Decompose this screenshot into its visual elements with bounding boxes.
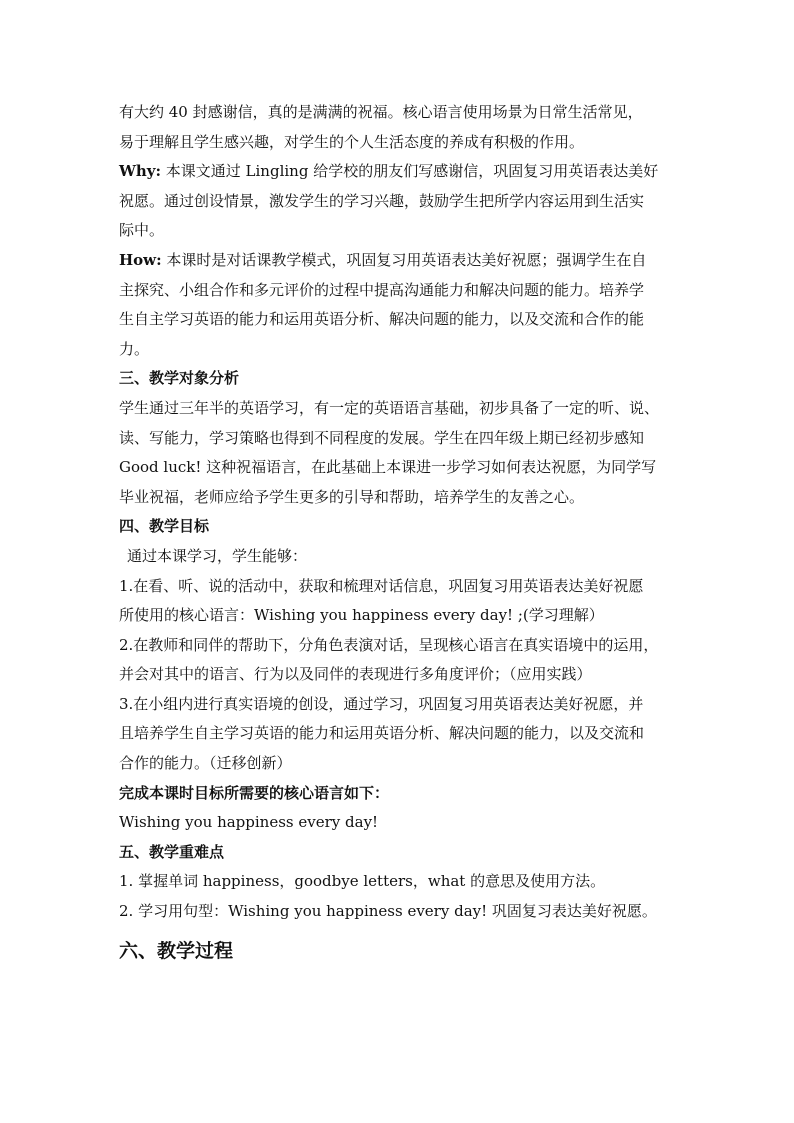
goal1-line-1: 1.在看、听、说的活动中，获取和梳理对话信息，巩固复习用英语表达美好祝愿	[119, 576, 644, 595]
why-label: Why:	[119, 162, 162, 181]
section3-line-4: 毕业祝福，老师应给予学生更多的引导和帮助，培养学生的友善之心。	[119, 487, 585, 506]
how-line-3: 生自主学习英语的能力和运用英语分析、解决问题的能力，以及交流和合作的能	[119, 310, 645, 329]
why-line-1	[119, 157, 679, 187]
how-line-1	[119, 246, 679, 276]
section5-point-2: 2. 学习用句型：Wishing you happiness every day! 巩固复习表达美好祝愿。	[119, 902, 657, 921]
intro-line-2: 易于理解且学生感兴趣，对学生的个人生活态度的养成有积极的作用。	[119, 132, 585, 151]
section4-intro: 通过本课学习，学生能够：	[127, 546, 308, 565]
goal2-line-1: 2.在教师和同伴的帮助下，分角色表演对话，呈现核心语言在真实语境中的运用，	[119, 635, 659, 654]
section3-line-1: 学生通过三年半的英语学习，有一定的英语语言基础，初步具备了一定的听、说、	[119, 398, 660, 417]
how-line-2: 主探究、小组合作和多元评价的过程中提高沟通能力和解决问题的能力。培养学	[119, 280, 645, 299]
core-language-sentence: Wishing you happiness every day!	[119, 813, 379, 832]
section3-heading: 三、教学对象分析	[119, 369, 240, 388]
goal2-line-2: 并会对其中的语言、行为以及同伴的表现进行多角度评价；（应用实践）	[119, 665, 592, 684]
goal1-line-2: 所使用的核心语言：Wishing you happiness every day! ;(学习理解）	[119, 606, 604, 625]
goal3-line-1: 3.在小组内进行真实语境的创设，通过学习，巩固复习用英语表达美好祝愿，并	[119, 694, 644, 713]
how-text-1: 本课时是对话课教学模式，巩固复习用英语表达美好祝愿；强调学生在自	[161, 250, 647, 269]
goal3-line-2: 且培养学生自主学习英语的能力和运用英语分析、解决问题的能力，以及交流和	[119, 724, 645, 743]
intro-line-1: 有大约 40 封感谢信，真的是满满的祝福。核心语言使用场景为日常生活常见，	[119, 103, 643, 121]
why-line-2: 祝愿。通过创设情景，激发学生的学习兴趣，鼓励学生把所学内容运用到生活实	[119, 191, 645, 210]
how-line-4: 力。	[119, 339, 150, 358]
why-text-1: 本课文通过 Lingling 给学校的朋友们写感谢信，巩固复习用英语表达美好	[161, 162, 659, 181]
why-line-3: 际中。	[119, 221, 165, 240]
document-body	[119, 98, 679, 967]
goal3-line-3: 合作的能力。（迁移创新）	[119, 754, 292, 773]
section3-line-3: Good luck! 这种祝福语言，在此基础上本课进一步学习如何表达祝愿，为同学写	[119, 458, 657, 477]
section5-point-1: 1. 掌握单词 happiness，goodbye letters，what 的意思及使用方法。	[119, 872, 606, 891]
section5-heading: 五、教学重难点	[119, 842, 225, 861]
section3-line-2: 读、写能力，学习策略也得到不同程度的发展。学生在四年级上期已经初步感知	[119, 428, 645, 447]
core-language-heading: 完成本课时目标所需要的核心语言如下：	[119, 783, 390, 802]
section6-heading: 六、教学过程	[119, 939, 234, 962]
how-label: How:	[119, 250, 162, 269]
section4-heading: 四、教学目标	[119, 517, 210, 536]
